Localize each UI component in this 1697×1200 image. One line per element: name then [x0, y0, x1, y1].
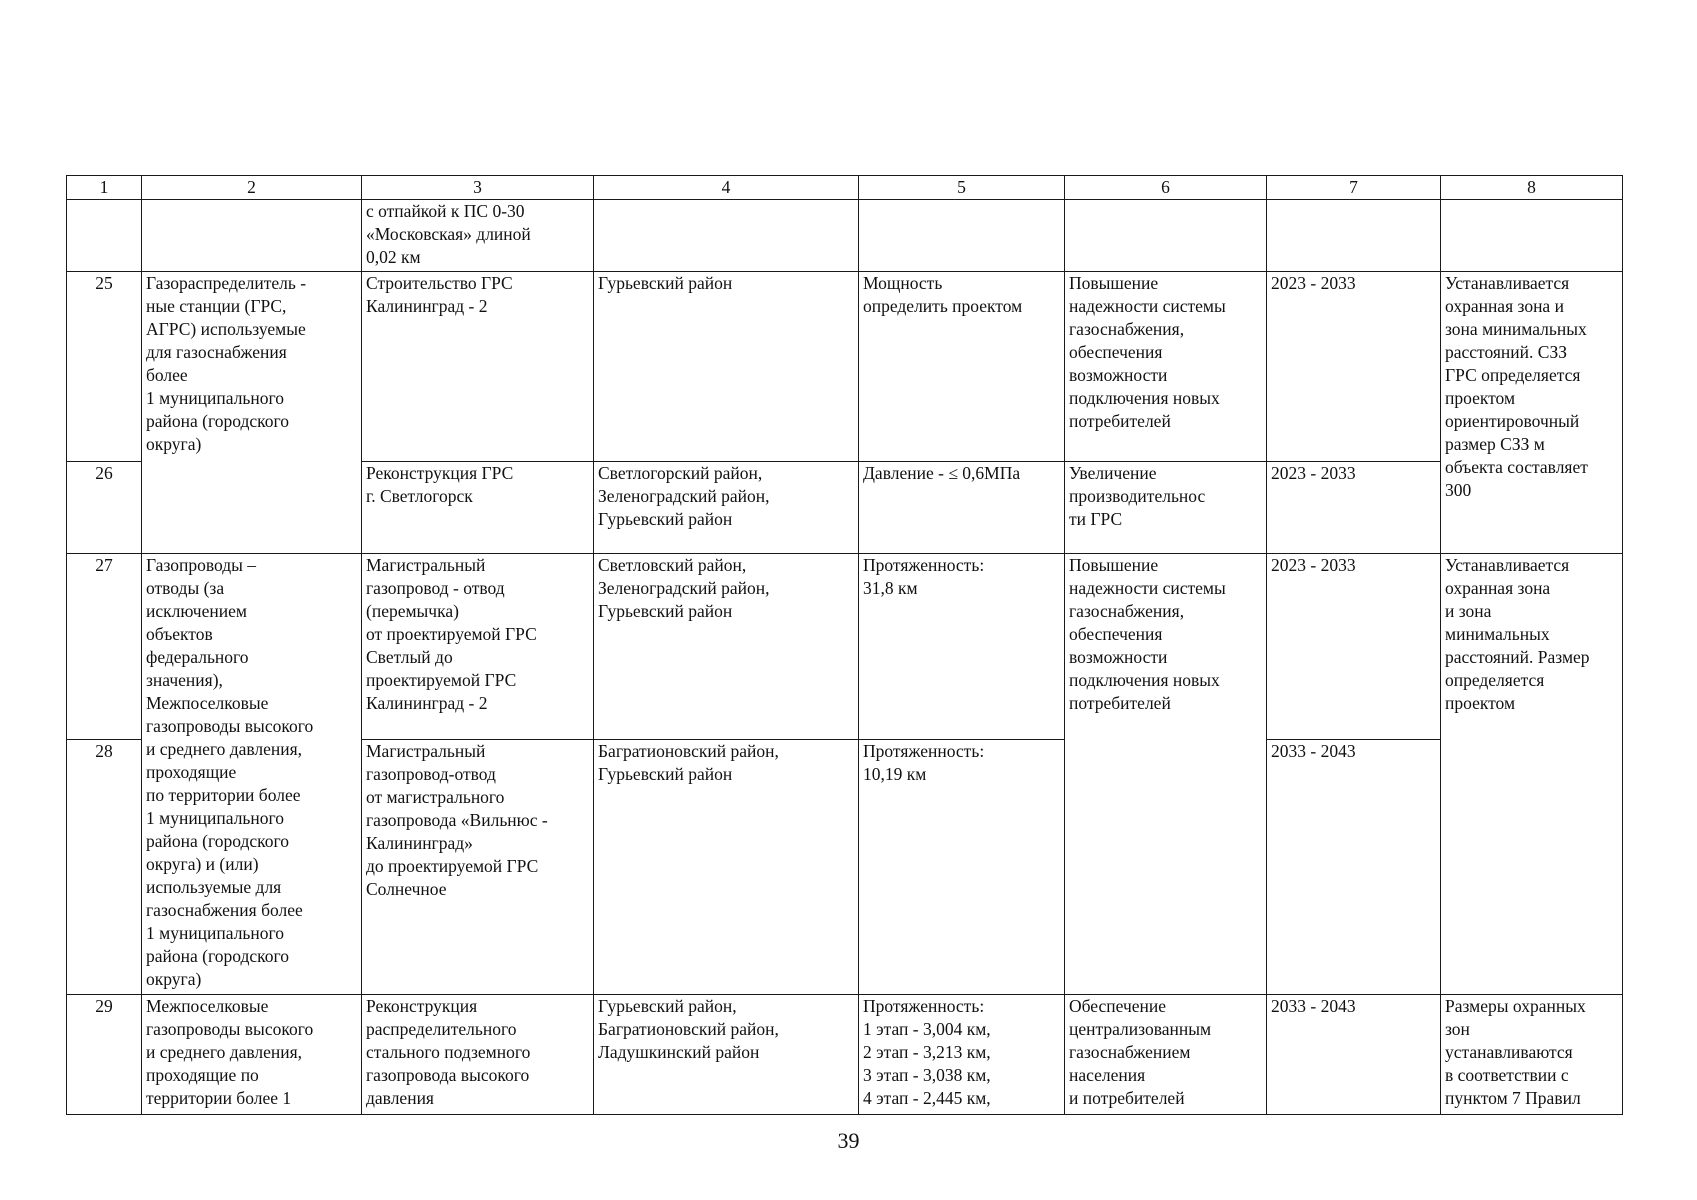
cell-empty [859, 200, 1065, 272]
cell-empty [594, 200, 859, 272]
cell-purpose: Увеличение производительнос ти ГРС [1065, 462, 1267, 554]
infrastructure-table [66, 175, 1623, 1115]
cell-empty [67, 200, 142, 272]
cell-zone: Размеры охранных зон устанавливаются в соответствии с пунктом 7 Правил [1441, 995, 1623, 1115]
column-number-3: 3 [362, 176, 594, 200]
row-number: 27 [67, 554, 142, 740]
cell-location: Светловский район, Зеленоградский район, Гурьевский район [594, 554, 859, 740]
cell-location: Гурьевский район, Багратионовский район, Ладушкинский район [594, 995, 859, 1115]
column-number-4: 4 [594, 176, 859, 200]
cell-object-name: Реконструкция ГРС г. Светлогорск [362, 462, 594, 554]
cell-object-type: Газопроводы – отводы (за исключением объектов федерального значения), Межпоселковые газопроводы высокого и среднего давления, проходящие по территории более 1 муниципального района (городского округа) и (или) используемые для газоснабжения более 1 муниципального района (городского округа) [142, 554, 362, 995]
column-number-8: 8 [1441, 176, 1623, 200]
column-number-6: 6 [1065, 176, 1267, 200]
page-number: 39 [837, 1128, 860, 1153]
column-number-1: 1 [67, 176, 142, 200]
cell-term: 2033 - 2043 [1267, 740, 1441, 995]
cell-object-name: Реконструкция распределительного стального подземного газопровода высокого давления [362, 995, 594, 1115]
cell-parameters: Протяженность: 1 этап - 3,004 км, 2 этап - 3,213 км, 3 этап - 3,038 км, 4 этап - 2,445 км, [859, 995, 1065, 1115]
row-number: 28 [67, 740, 142, 995]
cell-zone: Устанавливается охранная зона и зона минимальных расстояний. СЗЗ ГРС определяется проектом ориентировочный размер СЗЗ м объекта составляет 300 [1441, 272, 1623, 554]
row-number: 29 [67, 995, 142, 1115]
column-number-5: 5 [859, 176, 1065, 200]
cell-term: 2023 - 2033 [1267, 272, 1441, 462]
table-row-27 [67, 554, 1623, 740]
column-number-7: 7 [1267, 176, 1441, 200]
cell-empty [1441, 200, 1623, 272]
cell-parameters: Протяженность: 31,8 км [859, 554, 1065, 740]
cell-term: 2033 - 2043 [1267, 995, 1441, 1115]
cell-purpose: Повышение надежности системы газоснабжения, обеспечения возможности подключения новых потребителей [1065, 272, 1267, 462]
cell-parameters: Протяженность: 10,19 км [859, 740, 1065, 995]
cell-location: Светлогорский район, Зеленоградский район, Гурьевский район [594, 462, 859, 554]
cell-object-name: с отпайкой к ПС 0-30 «Московская» длиной 0,02 км [362, 200, 594, 272]
table-row-25 [67, 272, 1623, 462]
cell-purpose: Повышение надежности системы газоснабжения, обеспечения возможности подключения новых потребителей [1065, 554, 1267, 995]
cell-empty [142, 200, 362, 272]
cell-object-type: Газораспределитель - ные станции (ГРС, АГРС) используемые для газоснабжения более 1 муниципального района (городского округа) [142, 272, 362, 554]
cell-location: Гурьевский район [594, 272, 859, 462]
table-header-row [67, 176, 1623, 200]
cell-term: 2023 - 2033 [1267, 554, 1441, 740]
cell-object-name: Магистральный газопровод - отвод (перемычка) от проектируемой ГРС Светлый до проектируемой ГРС Калининград - 2 [362, 554, 594, 740]
cell-parameters: Мощность определить проектом [859, 272, 1065, 462]
table-row-continuation [67, 200, 1623, 272]
table-row-29 [67, 995, 1623, 1115]
cell-object-name: Магистральный газопровод-отвод от магистрального газопровода «Вильнюс - Калининград» до проектируемой ГРС Солнечное [362, 740, 594, 995]
cell-parameters: Давление - ≤ 0,6МПа [859, 462, 1065, 554]
cell-location: Багратионовский район, Гурьевский район [594, 740, 859, 995]
row-number: 25 [67, 272, 142, 462]
cell-zone: Устанавливается охранная зона и зона минимальных расстояний. Размер определяется проектом [1441, 554, 1623, 995]
cell-purpose: Обеспечение централизованным газоснабжением населения и потребителей [1065, 995, 1267, 1115]
row-number: 26 [67, 462, 142, 554]
cell-term: 2023 - 2033 [1267, 462, 1441, 554]
cell-object-name: Строительство ГРС Калининград - 2 [362, 272, 594, 462]
cell-empty [1267, 200, 1441, 272]
column-number-2: 2 [142, 176, 362, 200]
cell-object-type: Межпоселковые газопроводы высокого и среднего давления, проходящие по территории более 1 [142, 995, 362, 1115]
cell-empty [1065, 200, 1267, 272]
